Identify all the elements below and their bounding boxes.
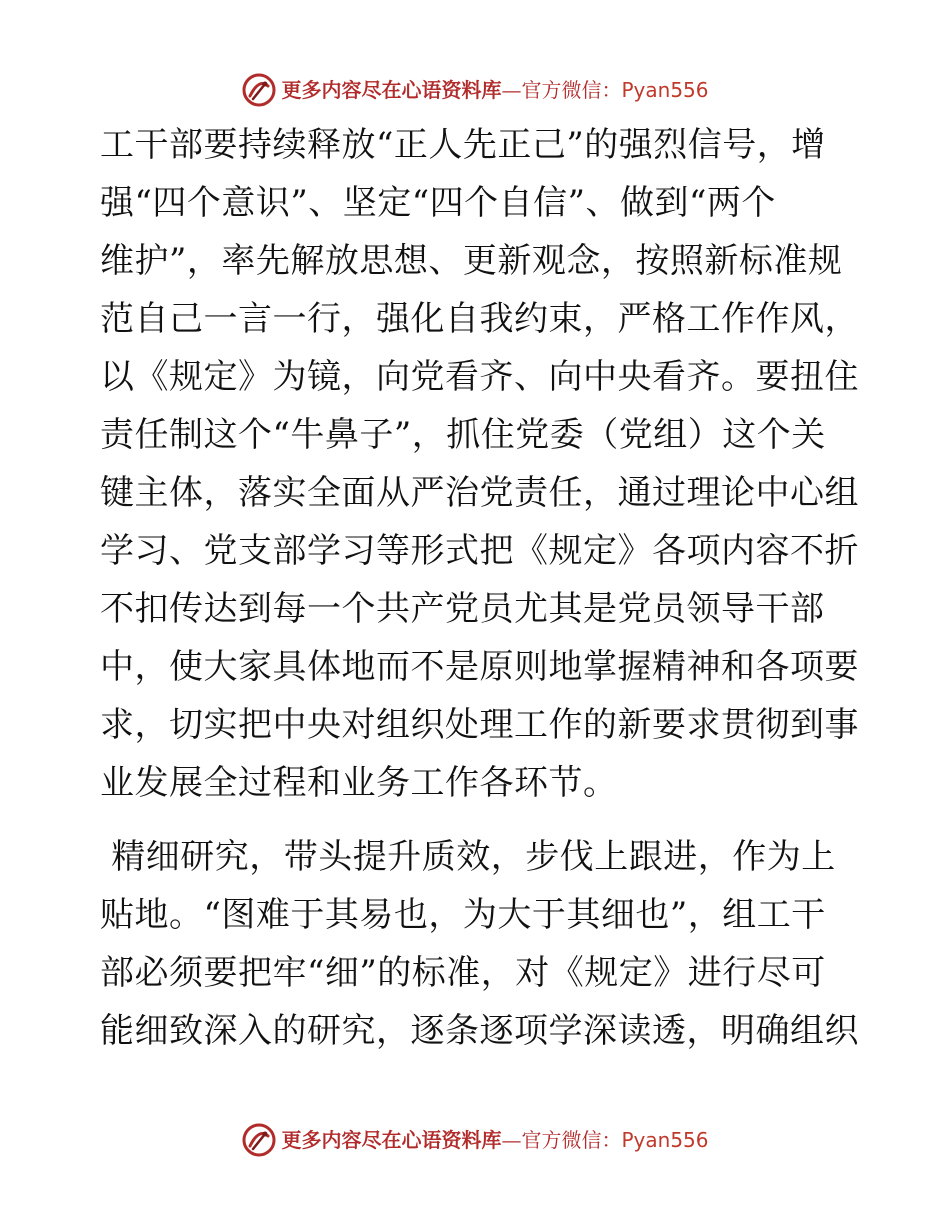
text-line: 维护”，率先解放思想、更新观念，按照新标准规 [100,241,843,281]
text-line: 贴地。“图难于其易也，为大于其细也”，组工干 [100,895,826,935]
document-body [100,116,860,1060]
text-line: 能细致深入的研究，逐条逐项学深读透，明确组织 [100,1011,859,1051]
text-line: 键主体，落实全面从严治党责任，通过理论中心组 [100,473,859,513]
text-line: 责任制这个“牛鼻子”，抓住党委（党组）这个关 [100,415,826,455]
text-line: 部必须要把牢“细”的标准，对《规定》进行尽可 [100,953,826,993]
footer-banner [0,1120,950,1160]
banner-wechat-label: 官方微信： [521,1128,622,1152]
header-banner [0,70,950,110]
paragraph-1 [100,116,860,812]
text-line: 强“四个意识”、坚定“四个自信”、做到“两个 [100,183,776,223]
banner-wechat-label: 官方微信： [521,78,622,102]
paragraph-2 [100,828,860,1060]
text-line: 求，切实把中央对组织处理工作的新要求贯彻到事 [100,705,859,745]
banner-site-name: 更多内容尽在心语资料库 [281,78,502,102]
text-line: 精细研究，带头提升质效，步伐上跟进，作为上 [100,837,836,877]
swirl-logo-icon [241,72,277,108]
text-line: 范自己一言一行，强化自我约束，严格工作作风， [100,299,859,339]
banner-wechat-id: Pyan556 [621,1128,709,1152]
banner-wechat-id: Pyan556 [621,78,709,102]
text-line: 业发展全过程和业务工作各环节。 [100,763,618,803]
text-line: 不扣传达到每一个共产党员尤其是党员领导干部 [100,589,825,629]
swirl-logo-icon [241,1122,277,1158]
banner-dash: — [501,1128,522,1152]
banner-site-name: 更多内容尽在心语资料库 [281,1128,502,1152]
text-line: 工干部要持续释放“正人先正己”的强烈信号，增 [100,125,826,165]
text-line: 学习、党支部学习等形式把《规定》各项内容不折 [100,531,859,571]
text-line: 中，使大家具体地而不是原则地掌握精神和各项要 [100,647,859,687]
text-line: 以《规定》为镜，向党看齐、向中央看齐。要扭住 [100,357,859,397]
banner-dash: — [501,78,522,102]
paragraph-gap [100,812,860,828]
